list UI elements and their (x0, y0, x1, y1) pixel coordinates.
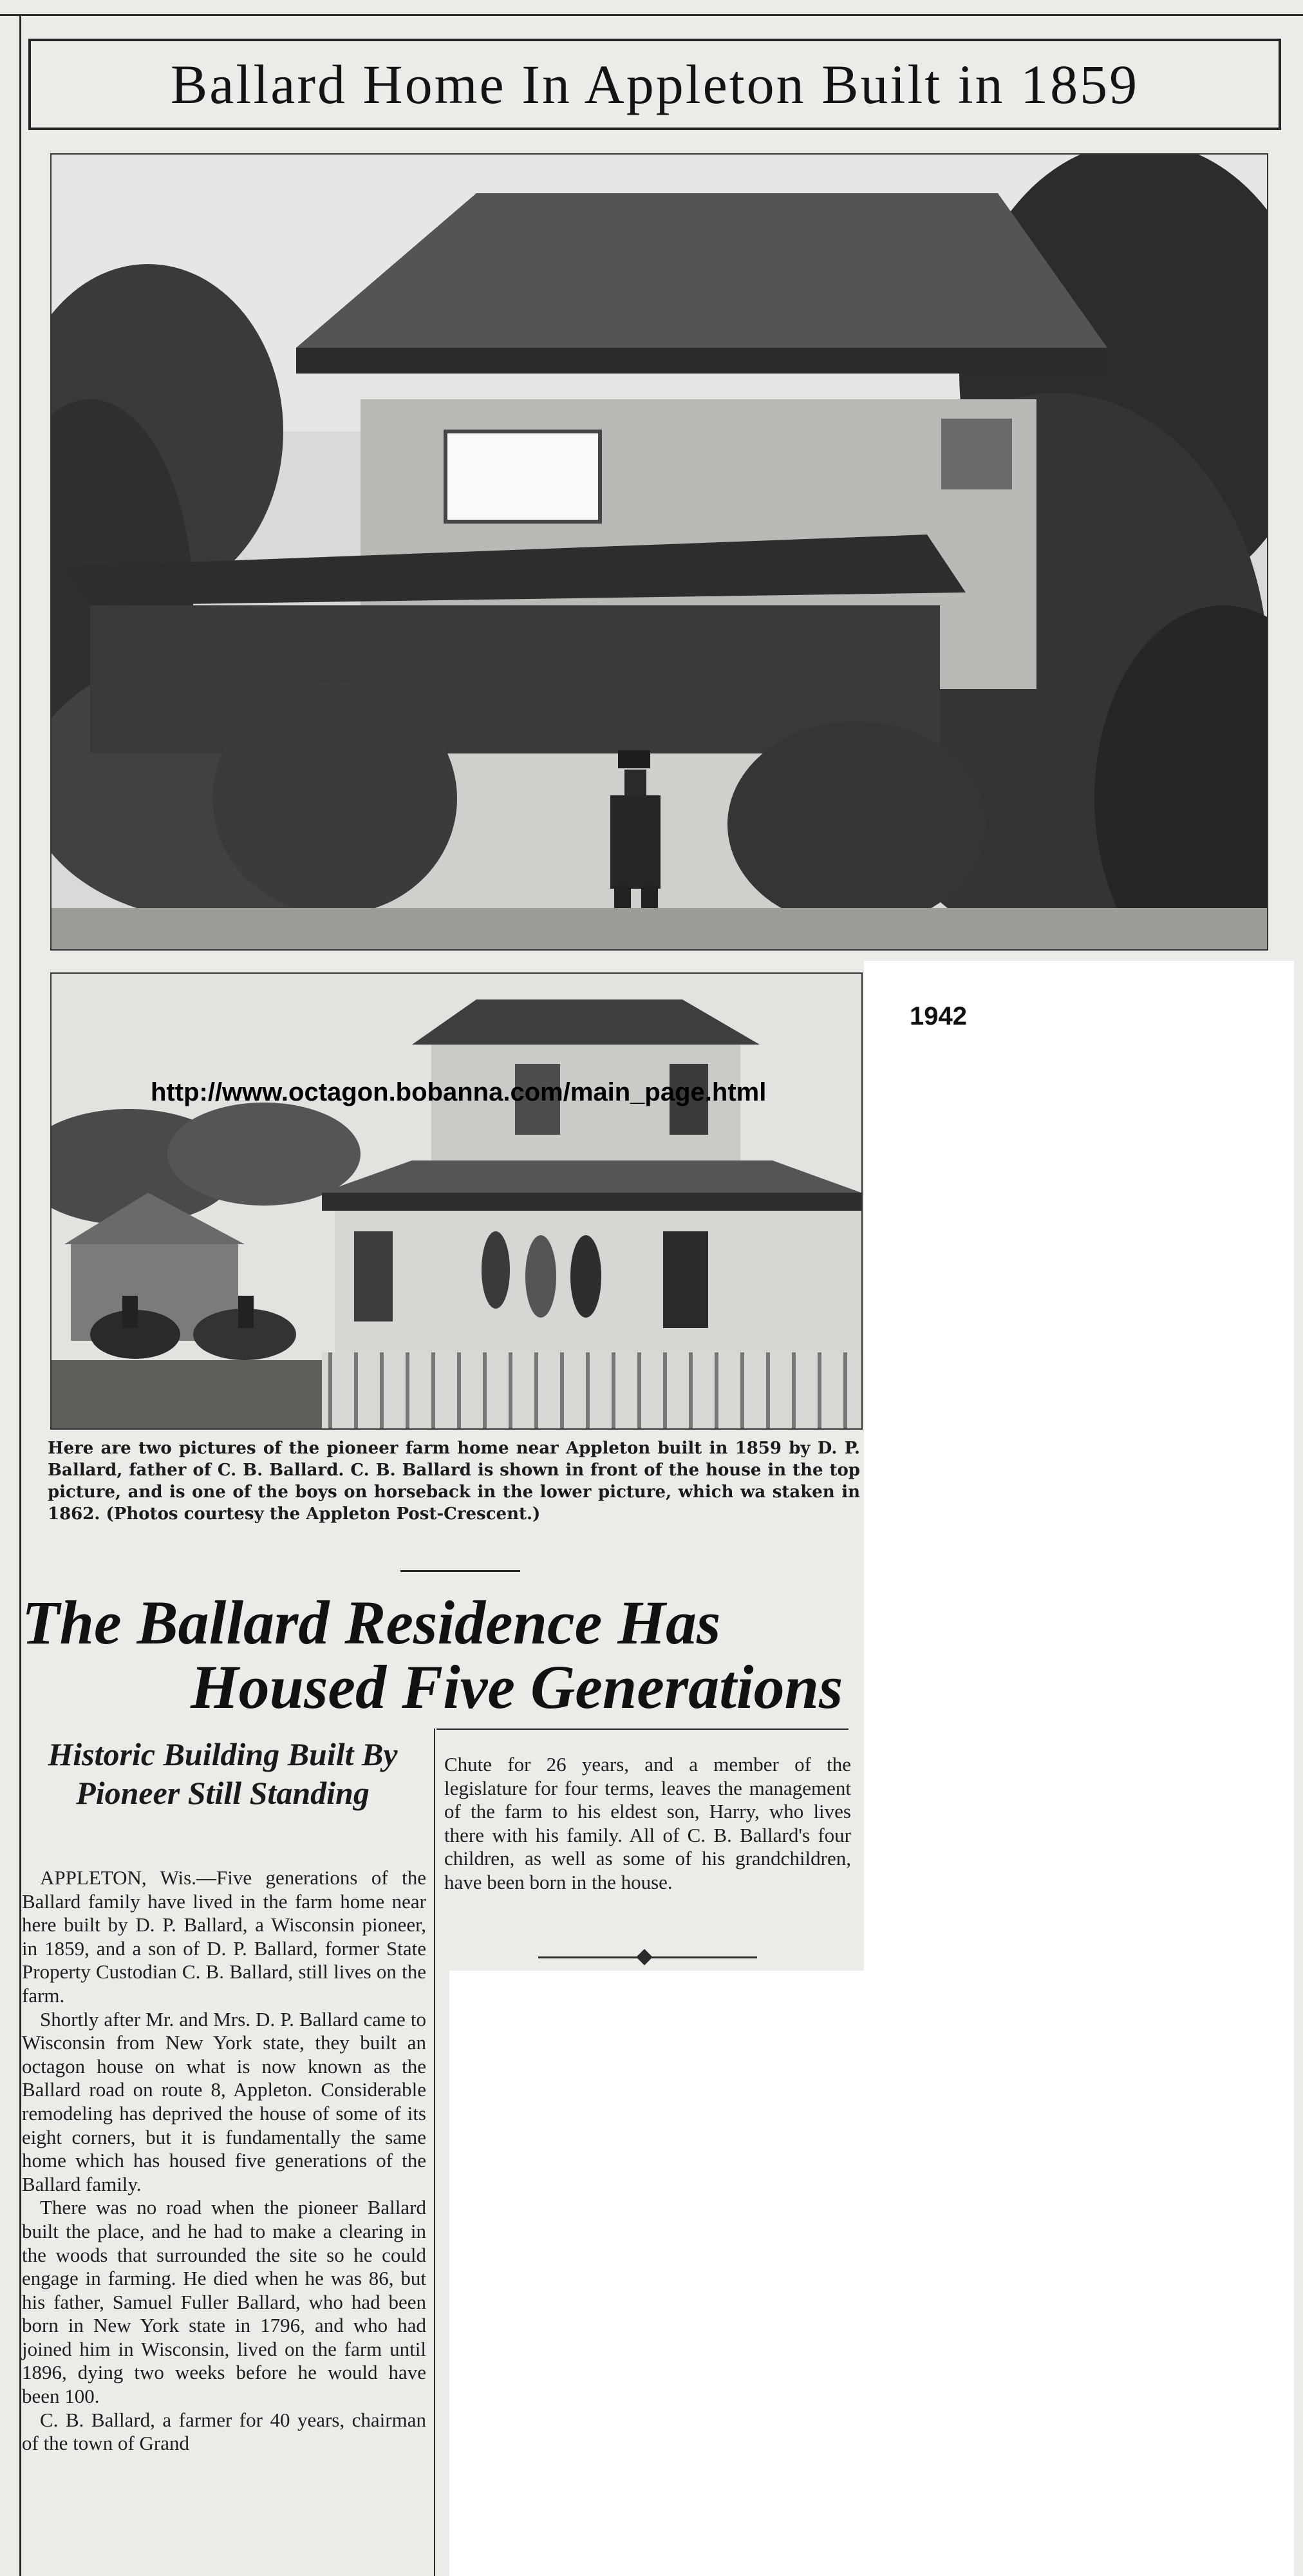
blank-panel-right (864, 961, 1294, 2576)
article-body-right-column (444, 1753, 851, 1895)
top-photo-farmhouse (50, 153, 1268, 951)
end-ornament-diamond (636, 1949, 652, 1965)
article-body-left-column (22, 1866, 426, 2456)
bottom-photo-octagon-house (50, 972, 863, 1430)
body-paragraph-3: There was no road when the pioneer Ballard built the place, and he had to make a clearing in the woods that surrounded the site so he could engage in farming. He died when he was 86, but his father, Samuel Fuller Ballard, who had been born in New York state in 1796, and who had joined him in Wisconsin, lived on the farm until 1896, dying two weeks before he would have been 100. (22, 2196, 426, 2408)
body-paragraph-2: Shortly after Mr. and Mrs. D. P. Ballard came to Wisconsin from New York state, they built an octagon house on what is now known as the Ballard road on route 8, Appleton. Considerable remodeling has deprived the house of some of its eight corners, but it is fundamentally the same home which has housed five generations of the Ballard family. (22, 2007, 426, 2195)
article-title-line-1: The Ballard Residence Has (22, 1588, 721, 1657)
body-continuation: Chute for 26 years, and a member of the legislature for four terms, leaves the management of the farm to his eldest son, Harry, who lives there with his family. All of C. B. Ballard's four children, as well as some of his grandchildren, have been born in the house. (444, 1753, 851, 1893)
headline-banner (28, 39, 1281, 130)
body-paragraph-4: C. B. Ballard, a farmer for 40 years, chairman of the town of Grand (22, 2408, 426, 2455)
body-paragraph-1: APPLETON, Wis.—Five generations of the Ballard family have lived in the farm home near here built by D. P. Ballard, a Wisconsin pioneer, in 1859, and a son of D. P. Ballard, former State Property Custodian C. B. Ballard, still lives on the farm. (22, 1866, 426, 2007)
article-subhead: Historic Building Built By Pioneer Still Standing (48, 1736, 398, 1811)
left-column-rule (19, 14, 21, 2576)
blank-panel-lower (449, 1971, 874, 2576)
title-separator (400, 1570, 520, 1572)
top-border (0, 14, 1303, 16)
article-title-line-2: Housed Five Generations (191, 1653, 843, 1721)
source-url-overlay[interactable]: http://www.octagon.bobanna.com/main_page.html (151, 1078, 767, 1106)
headline-text: Ballard Home In Appleton Built in 1859 (170, 53, 1139, 115)
year-annotation: 1942 (910, 1002, 967, 1030)
right-column-top-rule (436, 1728, 848, 1730)
photo-caption: Here are two pictures of the pioneer farm home near Appleton built in 1859 by D. P. Ballard, father of C. B. Ballard. C. B. Ballard is shown in front of the house in the top picture, and is one of the boys on horseback in the lower picture, which wa staken in 1862. (Photos courtesy the Appleton Post-Crescent.) (48, 1439, 860, 1524)
column-divider (434, 1728, 435, 2576)
